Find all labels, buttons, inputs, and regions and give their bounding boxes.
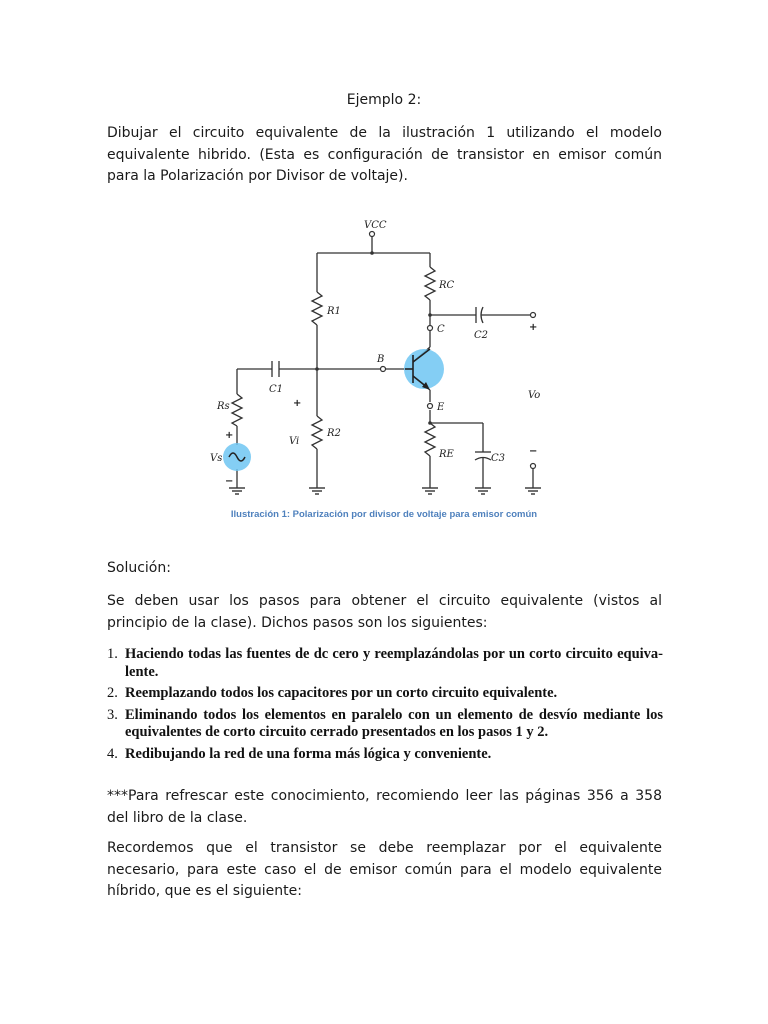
label-vs-minus: −	[225, 476, 234, 487]
step-text: Haciendo todas las fuentes de dc cero y reemplazándolas por un corto circuito equiva-lente.	[125, 646, 663, 680]
solution-intro: Se deben usar los pasos para obtener el circuito equivalente (vistos al principio de la clase). Dichos pasos son los siguientes:	[107, 593, 662, 631]
intro-paragraph: Dibujar el circuito equivalente de la ilustración 1 utilizando el modelo equivalente hibrido. (Esta es configuración de transistor en emisor común para la Polarización por Divisor de voltaje).	[107, 125, 662, 184]
label-vi-plus: +	[293, 398, 302, 409]
label-vo-minus: −	[529, 446, 538, 457]
steps-list	[107, 646, 663, 767]
label-vo-plus: +	[529, 322, 538, 333]
label-c3: C3	[491, 453, 506, 464]
step-number: 4.	[107, 745, 118, 762]
resistor-r2-symbol	[312, 416, 322, 449]
step-item	[107, 646, 663, 681]
label-vi: Vi	[289, 436, 300, 447]
step-item	[107, 707, 663, 742]
label-rc: RC	[439, 280, 455, 291]
label-r1: R1	[327, 306, 341, 317]
closing-paragraph: Recordemos que el transistor se debe reemplazar por el equivalente necesario, para este caso el de emisor común para el modelo equivalente híbrido, que es el siguiente:	[107, 840, 662, 899]
step-number: 3.	[107, 706, 118, 723]
label-c: C	[437, 324, 445, 335]
label-b: B	[377, 354, 385, 365]
resistor-rc-symbol	[425, 267, 435, 300]
label-rs: Rs	[217, 401, 230, 412]
resistor-re-symbol	[425, 423, 435, 456]
step-text: Eliminando todos los elementos en paralelo con un elemento de desvío mediante los equivalentes de corto circuito cerrado presentados en los pasos 1 y 2.	[125, 706, 663, 740]
label-e: E	[437, 402, 445, 413]
solution-heading: Solución:	[107, 560, 171, 576]
step-text: Redibujando la red de una forma más lógica y conveniente.	[125, 745, 492, 762]
step-number: 1.	[107, 646, 118, 662]
label-vs: Vs	[210, 453, 223, 464]
label-re: RE	[439, 449, 454, 460]
circuit-diagram	[203, 212, 565, 502]
label-c1: C1	[269, 384, 284, 395]
step-item	[107, 685, 663, 703]
step-item	[107, 746, 663, 764]
note-paragraph: ***Para refrescar este conocimiento, recomiendo leer las páginas 356 a 358 del libro de la clase.	[107, 788, 662, 826]
example-title: Ejemplo 2:	[346, 92, 422, 108]
label-vo: Vo	[528, 390, 541, 401]
label-c2: C2	[474, 330, 489, 341]
label-r2: R2	[327, 428, 341, 439]
resistor-rs-symbol	[232, 394, 242, 426]
resistor-r1-symbol	[312, 292, 322, 325]
step-text: Reemplazando todos los capacitores por un corto circuito equivalente.	[125, 685, 558, 701]
step-number: 2.	[107, 685, 118, 701]
label-vs-plus: +	[225, 430, 234, 441]
label-vcc: VCC	[364, 220, 387, 231]
figure-caption: Ilustración 1: Polarización por divisor de voltaje para emisor común	[230, 509, 538, 520]
